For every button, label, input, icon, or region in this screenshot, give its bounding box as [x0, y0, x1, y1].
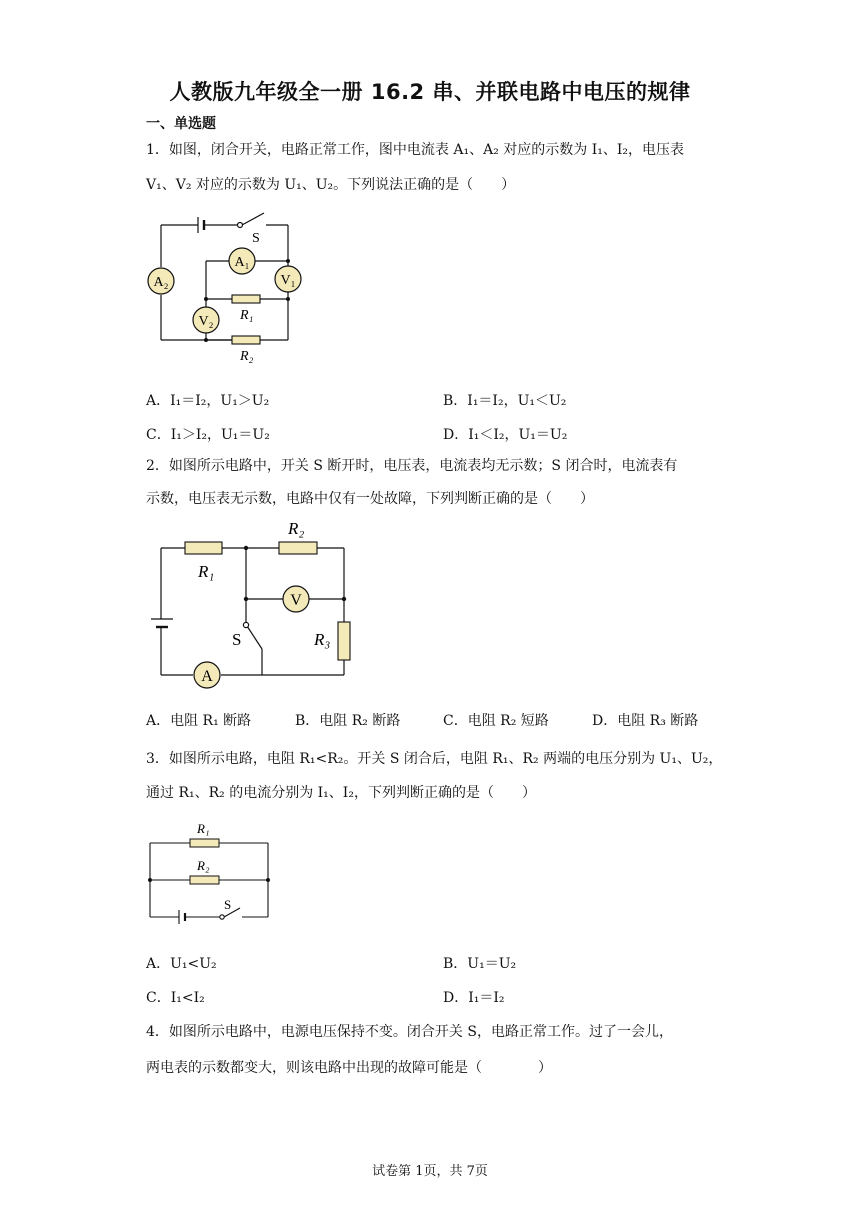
question-4-line-2: 两电表的示数都变大，则该电路中出现的故障可能是（ ）: [146, 1060, 552, 1076]
question-1-option-c[interactable]: C．I₁＞I₂，U₁＝U₂: [146, 427, 270, 443]
question-2-option-a[interactable]: A．电阻 R₁ 断路: [146, 713, 252, 729]
switch-label: S: [232, 630, 242, 649]
page-footer: 试卷第 1页，共 7页: [372, 1164, 488, 1179]
question-1-option-d[interactable]: D．I₁＜I₂，U₁＝U₂: [443, 427, 568, 443]
question-3-line-2: 通过 R₁、R₂ 的电流分别为 I₁、I₂，下列判断正确的是（ ）: [146, 785, 536, 801]
question-1-option-b[interactable]: B．I₁＝I₂，U₁＜U₂: [443, 393, 567, 409]
question-2-option-b[interactable]: B．电阻 R₂ 断路: [295, 713, 401, 729]
section-heading: 一、单选题: [146, 116, 216, 132]
resistor-r2-label: R₂: [288, 519, 305, 538]
switch-label: S: [252, 231, 260, 246]
ammeter-label: A: [201, 668, 213, 685]
question-1-option-a[interactable]: A．I₁＝I₂，U₁＞U₂: [146, 393, 270, 409]
question-2-option-c[interactable]: C．电阻 R₂ 短路: [443, 713, 549, 729]
voltmeter-v2-label: V₂: [198, 314, 214, 329]
question-3-line-1: 3．如图所示电路，电阻 R₁<R₂。开关 S 闭合后，电阻 R₁、R₂ 两端的电压分别为 U₁、U₂，: [146, 751, 723, 767]
resistor-r1-label: R₁: [197, 821, 210, 836]
question-3-option-d[interactable]: D．I₁＝I₂: [443, 990, 505, 1006]
voltmeter-label: V: [290, 592, 302, 609]
question-4-line-1: 4．如图所示电路中，电源电压保持不变。闭合开关 S，电路正常工作。过了一会儿，: [146, 1024, 673, 1040]
resistor-r2-label: R₂: [197, 858, 210, 873]
circuit-diagram-2: [148, 515, 368, 695]
question-2-option-d[interactable]: D．电阻 R₃ 断路: [592, 713, 699, 729]
question-3-option-c[interactable]: C．I₁<I₂: [146, 990, 205, 1006]
resistor-r3-label: R₃: [314, 630, 331, 649]
voltmeter-v1-label: V₁: [280, 273, 296, 288]
ammeter-a1-label: A₁: [234, 255, 250, 270]
question-3-option-b[interactable]: B．U₁＝U₂: [443, 956, 517, 972]
resistor-r2-label: R₂: [240, 349, 254, 364]
circuit-diagram-3: [140, 815, 280, 935]
question-1-line-2: V₁、V₂ 对应的示数为 U₁、U₂。下列说法正确的是（ ）: [146, 177, 516, 193]
switch-label: S: [224, 897, 232, 912]
question-3-option-a[interactable]: A．U₁<U₂: [146, 956, 217, 972]
question-2-line-2: 示数，电压表无示数，电路中仅有一处故障，下列判断正确的是（ ）: [146, 491, 594, 507]
question-1-line-1: 1．如图，闭合开关，电路正常工作，图中电流表 A₁、A₂ 对应的示数为 I₁、I₂，电压表: [146, 142, 684, 158]
resistor-r1-label: R₁: [240, 308, 254, 323]
page-title: 人教版九年级全一册 16.2 串、并联电路中电压的规律: [169, 80, 691, 104]
circuit-diagram-1: [140, 208, 310, 378]
question-2-line-1: 2．如图所示电路中，开关 S 断开时，电压表，电流表均无示数；S 闭合时，电流表有: [146, 458, 678, 474]
ammeter-a2-label: A₂: [153, 275, 169, 290]
resistor-r1-label: R₁: [198, 562, 215, 581]
